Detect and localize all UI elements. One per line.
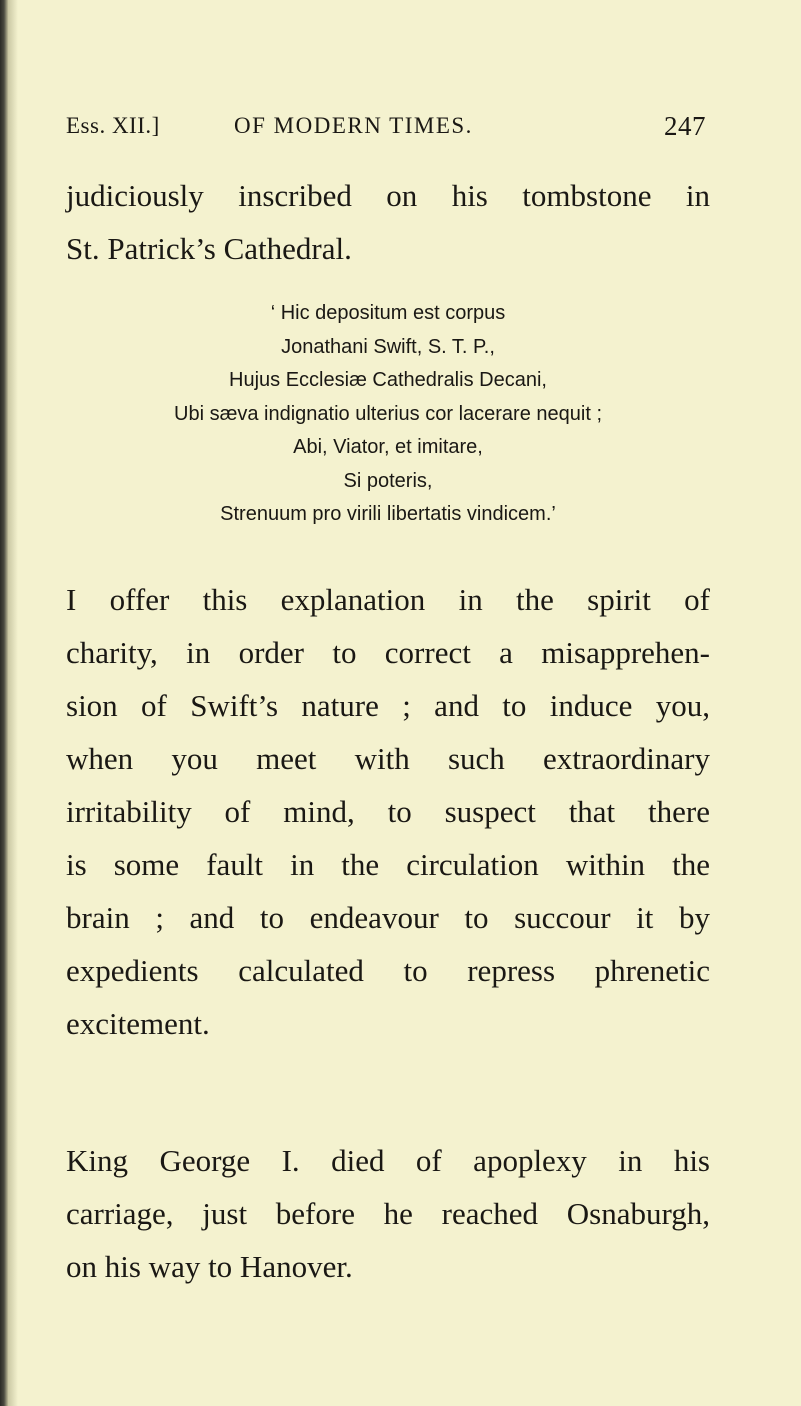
paragraph-king-george bbox=[66, 1134, 710, 1293]
running-header bbox=[66, 113, 706, 147]
text-line: is some fault in the circulation within the bbox=[66, 847, 710, 882]
paragraph-continuation bbox=[66, 169, 710, 275]
header-running-title: OF MODERN TIMES. bbox=[234, 113, 473, 138]
text-line: on his way to Hanover. bbox=[66, 1249, 353, 1284]
text-line: irritability of mind, to suspect that there bbox=[66, 794, 710, 829]
text-line: excitement. bbox=[66, 1006, 210, 1041]
text-line: King George I. died of apoplexy in his bbox=[66, 1143, 710, 1178]
text-line: sion of Swift’s nature ; and to induce you, bbox=[66, 688, 710, 723]
epitaph-quotation bbox=[66, 297, 710, 532]
epitaph-line: Hujus Ecclesiæ Cathedralis Decani, bbox=[229, 369, 547, 391]
epitaph-line: Abi, Viator, et imitare, bbox=[293, 436, 483, 458]
text-line: when you meet with such extraordinary bbox=[66, 741, 710, 776]
epitaph-line: ‘ Hic depositum est corpus bbox=[270, 302, 506, 324]
paragraph-explanation bbox=[66, 573, 710, 1050]
page-number: 247 bbox=[664, 111, 706, 141]
text-line: I offer this explanation in the spirit of bbox=[66, 582, 710, 617]
epitaph-line: Ubi sæva indignatio ulterius cor lacerare nequit ; bbox=[174, 402, 602, 425]
text-line: charity, in order to correct a misapprehen- bbox=[66, 635, 710, 670]
epitaph-line: Jonathani Swift, S. T. P., bbox=[281, 335, 495, 358]
text-line: St. Patrick’s Cathedral. bbox=[66, 231, 352, 266]
header-section: Ess. XII.] bbox=[66, 113, 160, 138]
text-line: expedients calculated to repress phrenetic bbox=[66, 953, 710, 988]
page-gutter-edge bbox=[0, 0, 8, 1406]
text-line: brain ; and to endeavour to succour it by bbox=[66, 900, 710, 935]
text-line: carriage, just before he reached Osnaburgh, bbox=[66, 1196, 710, 1231]
page-gutter-shadow bbox=[8, 0, 18, 1406]
epitaph-line: Si poteris, bbox=[343, 469, 433, 492]
epitaph-line: Strenuum pro virili libertatis vindicem.’ bbox=[220, 503, 556, 525]
text-line: judiciously inscribed on his tombstone in bbox=[66, 178, 710, 213]
